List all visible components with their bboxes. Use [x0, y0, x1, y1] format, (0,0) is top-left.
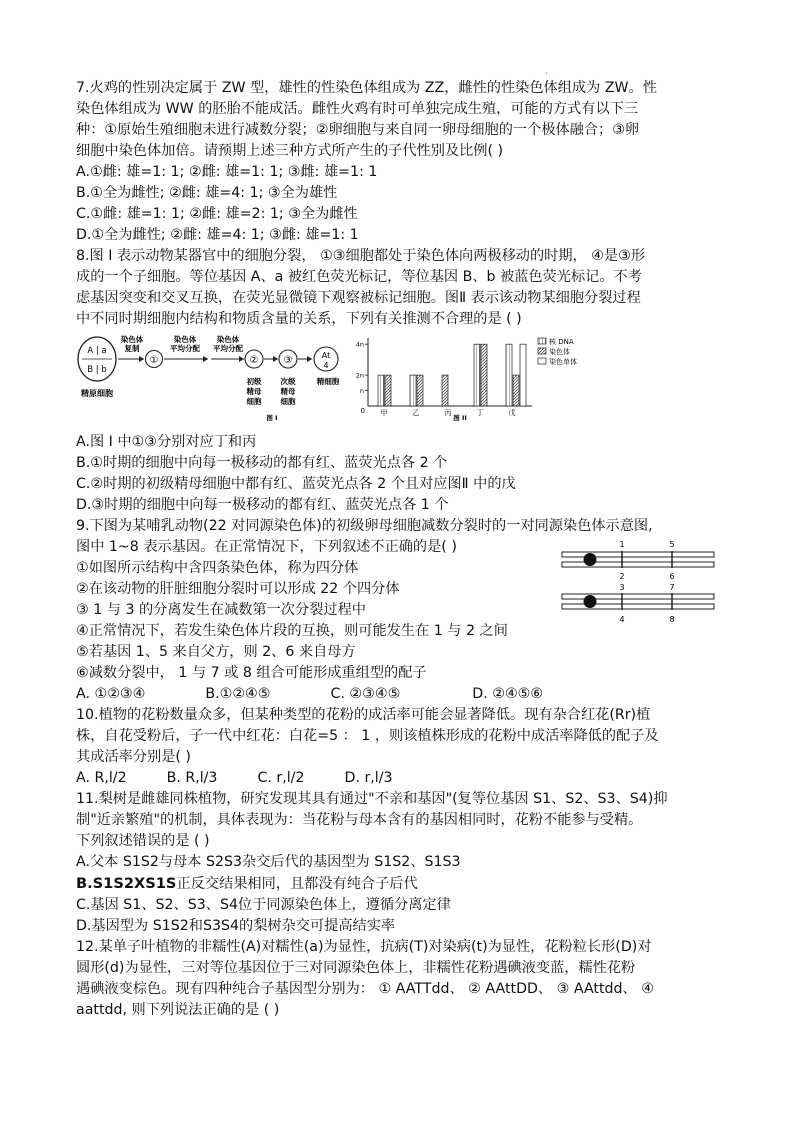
q9-statement: ②在该动物的肝脏细胞分裂时可以形成 22 个四分体 — [76, 581, 400, 597]
q10-options — [76, 768, 724, 789]
gene-label-3: 3 — [619, 583, 625, 592]
legend-swatch — [538, 348, 546, 354]
homologous-chromosome-figure — [560, 538, 718, 634]
cell0-label: 精原细胞 — [81, 389, 113, 398]
legend-swatch — [538, 358, 546, 364]
q9-statement: ④正常情况下，若发生染色体片段的互换，则可能发生在 1 与 2 之间 — [76, 623, 508, 639]
q11-option-b-text: 正反交结果相同，且都没有纯合子后代 — [176, 876, 418, 892]
q7-option-b: B.①全为雌性; ②雌: 雄=4: 1; ③全为雄性 — [76, 185, 338, 201]
x-category-label: 丙 — [444, 409, 452, 417]
x-category-label: 甲 — [380, 409, 388, 417]
gene-label-4: 4 — [619, 615, 625, 624]
axis-origin: 0 — [360, 407, 365, 415]
q11-option-c: C.基因 S1、S2、S3、S4位于同源染色体上，遵循分离定律 — [76, 897, 451, 913]
cell0-genes-bottom: B | b — [87, 365, 107, 375]
bar-1-0 — [410, 375, 416, 406]
figure-2-bar-chart — [356, 332, 656, 428]
q12-stem-line: 圆形(d)为显性，三对等位基因位于三对同源染色体上，非糯性花粉遇碘液变蓝，糯性花粉 — [76, 960, 636, 976]
figure-2-caption: 图 II — [453, 414, 467, 422]
arrow1-label: 复制 — [124, 344, 140, 353]
q10-stem-line: 其成活率分别是( ) — [76, 749, 191, 765]
bar-4-1 — [513, 375, 519, 406]
bar-3-0 — [474, 344, 480, 406]
q10-option-c: C. r,l/2 — [257, 770, 305, 786]
q12-stem-line: 12.某单子叶植物的非糯性(A)对糯性(a)为显性，抗病(T)对染病(t)为显性，花粉粒长形(D)对 — [76, 939, 652, 955]
gene-label-2: 2 — [619, 572, 625, 581]
q9-option-d: D. ②④⑤⑥ — [472, 686, 544, 702]
q7-stem-line: 7.火鸡的性别决定属于 ZW 型，雄性的性染色体组成为 ZZ，雌性的性染色体组成为 ZW。性 — [76, 80, 657, 96]
q7-option-a: A.①雌: 雄=1: 1; ②雌: 雄=1: 1; ③雌: 雄=1: 1 — [76, 164, 378, 180]
q7-option-d: D.①全为雌性; ②雌: 雄=4: 1; ③雌: 雄=1: 1 — [76, 227, 359, 243]
arrow2-label: 染色体 — [173, 335, 197, 344]
q11-option-d: D.基因型为 S1S2和S3S4的梨树杂交可提高结实率 — [76, 918, 396, 934]
q9-statement: ①如图所示结构中含四条染色体，称为四分体 — [76, 560, 359, 576]
bar-1-1 — [417, 375, 423, 406]
q9-option-a: A. ①②③④ — [76, 686, 146, 702]
q10-option-b: B. R,l/3 — [166, 770, 218, 786]
legend-label: 染色单体 — [549, 358, 577, 366]
question-9 — [76, 516, 724, 705]
cell-1-number: ① — [149, 355, 159, 366]
q8-option-a: A.图 I 中①③分别对应丁和丙 — [76, 434, 257, 450]
arrow3-label: 平均分配 — [213, 344, 243, 353]
cell-4-genes: At — [321, 351, 331, 360]
question-12 — [76, 937, 724, 1021]
q9-statement: ⑤若基因 1、5 来自父方，则 2、6 来自母方 — [76, 644, 356, 660]
q9-stem-line: 图中 1~8 表示基因。在正常情况下，下列叙述不正确的是( ) — [76, 539, 457, 555]
q8-stem-line: 8.图 I 表示动物某器官中的细胞分裂， ①③细胞都处于染色体向两极移动的时期， ④是③形 — [76, 248, 646, 264]
q9-option-b: B.①②④⑤ — [205, 686, 271, 702]
q11-option-b — [76, 873, 724, 895]
figure-1-cell-division — [76, 332, 354, 428]
arrow2-label: 平均分配 — [170, 344, 200, 353]
q7-stem-line: 种：①原始生殖细胞未进行减数分裂；②卵细胞与来自同一卵母细胞的一个极体融合；③卵 — [76, 122, 640, 138]
cell0-genes-top: A | a — [87, 346, 107, 356]
legend-label: 核 DNA — [549, 338, 574, 346]
q10-stem-line: 株，自花受粉后，子一代中红花：白花=5 ： 1 ，则该植株形成的花粉中成活率降低的配子及 — [76, 728, 659, 744]
x-category-label: 丁 — [476, 409, 484, 417]
bar-2-1 — [442, 375, 448, 406]
cell4-label: 精细胞 — [316, 377, 340, 386]
x-category-label: 戊 — [508, 409, 516, 417]
q12-stem-line: aattdd, 则下列说法正确的是 ( ) — [76, 1002, 280, 1018]
q9-option-c: C. ②③④⑤ — [330, 686, 401, 702]
legend-label: 染色体 — [549, 348, 570, 356]
y-tick-label: n — [359, 387, 364, 396]
arrow1-label: 染色体 — [120, 335, 144, 344]
q8-stem-line: 中不同时期细胞内结构和物质含量的关系，下列有关推测不合理的是 ( ) — [76, 311, 522, 327]
question-content — [76, 78, 724, 1021]
q9-statement: ③ 1 与 3 的分离发生在减数第一次分裂过程中 — [76, 602, 366, 618]
gene-label-8: 8 — [669, 615, 675, 624]
cell3-label: 次级 — [280, 377, 296, 386]
gene-label-6: 6 — [669, 572, 675, 581]
q9-statement: ⑥减数分裂中， 1 与 7 或 8 组合可能形成重组型的配子 — [76, 665, 427, 681]
question-8 — [76, 246, 724, 516]
q10-option-a: A. R,l/2 — [76, 770, 127, 786]
y-tick-label: 2n — [356, 371, 364, 380]
figure-1-caption: 图 I — [266, 414, 278, 422]
gene-label-1: 1 — [619, 540, 625, 549]
gene-label-5: 5 — [669, 540, 675, 549]
cell-4-number: 4 — [323, 361, 329, 370]
legend-swatch — [538, 338, 546, 344]
bar-0-0 — [378, 375, 384, 406]
centromere-bottom — [584, 595, 597, 608]
q11-stem-line: 下列叙述错误的是 ( ) — [76, 833, 210, 849]
cell2-label: 精母 — [246, 387, 262, 396]
centromere-top — [584, 553, 597, 566]
cell3-label: 细胞 — [280, 397, 296, 406]
cell3-label: 精母 — [280, 387, 296, 396]
cell-2-number: ② — [249, 355, 259, 366]
q8-stem-line: 虑基因突变和交叉互换，在荧光显微镜下观察被标记细胞。图Ⅱ 表示该动物某细胞分裂过程 — [76, 290, 641, 306]
q11-option-a: A.父本 S1S2与母本 S2S3杂交后代的基因型为 S1S2、S1S3 — [76, 854, 461, 870]
q8-figures — [76, 332, 724, 428]
cell-3-number: ③ — [283, 355, 293, 366]
q7-option-c: C.①雌: 雄=1: 1; ②雌: 雄=2: 1; ③全为雌性 — [76, 206, 358, 222]
x-category-label: 乙 — [412, 409, 420, 417]
q8-option-c: C.②时期的初级精母细胞中都有红、蓝荧光点各 2 个且对应图Ⅱ 中的戊 — [76, 476, 516, 492]
q10-option-d: D. r,l/3 — [344, 770, 393, 786]
q10-stem-line: 10.植物的花粉数量众多，但某种类型的花粉的成活率可能会显著降低。现有杂合红花(Rr)植 — [76, 707, 651, 723]
q12-stem-line: 遇碘液变棕色。现有四种纯合子基因型分别为： ① AATTdd、 ② AAttDD、 ③ AAttdd、 ④ — [76, 981, 654, 997]
cell2-label: 初级 — [246, 377, 262, 386]
q8-option-d: D.③时期的细胞中向每一极移动的都有红、蓝荧光点各 1 个 — [76, 497, 449, 513]
q9-options — [76, 684, 724, 705]
q8-stem-line: 成的一个子细胞。等位基因 A、a 被红色荧光标记，等位基因 B、b 被蓝色荧光标记。不考 — [76, 269, 642, 285]
bar-4-2 — [520, 344, 526, 406]
bar-0-1 — [385, 375, 391, 406]
q7-stem-line: 染色体组成为 WW 的胚胎不能成活。雌性火鸡有时可单独完成生殖，可能的方式有以下三 — [76, 101, 639, 117]
question-10 — [76, 705, 724, 789]
question-7 — [76, 78, 724, 246]
arrow3-label: 染色体 — [216, 335, 240, 344]
cell2-label: 细胞 — [246, 397, 262, 406]
y-tick-label: 4n — [356, 340, 364, 349]
corner-mark: . — [545, 66, 549, 77]
q11-stem-line: 制"近亲繁殖"的机制，具体表现为：当花粉与母本含有的基因相同时，花粉不能参与受精。 — [76, 812, 643, 828]
bar-3-1 — [481, 344, 487, 406]
q8-option-b: B.①时期的细胞中向每一极移动的都有红、蓝荧光点各 2 个 — [76, 455, 448, 471]
q11-option-b-formula: B.S1S2XS1S — [76, 875, 177, 892]
bar-4-0 — [506, 344, 512, 406]
q11-stem-line: 11.梨树是雌雄同株植物，研究发现其具有通过"不亲和基因"(复等位基因 S1、S2、S3、S4)抑 — [76, 791, 668, 807]
q9-stem-line: 9.下图为某哺乳动物(22 对同源染色体)的初级卵母细胞减数分裂时的一对同源染色体示意图, — [76, 518, 653, 534]
gene-label-7: 7 — [669, 583, 675, 592]
q7-stem-line: 细胞中染色体加倍。请预期上述三种方式所产生的子代性别及比例( ) — [76, 143, 504, 159]
question-11 — [76, 789, 724, 937]
